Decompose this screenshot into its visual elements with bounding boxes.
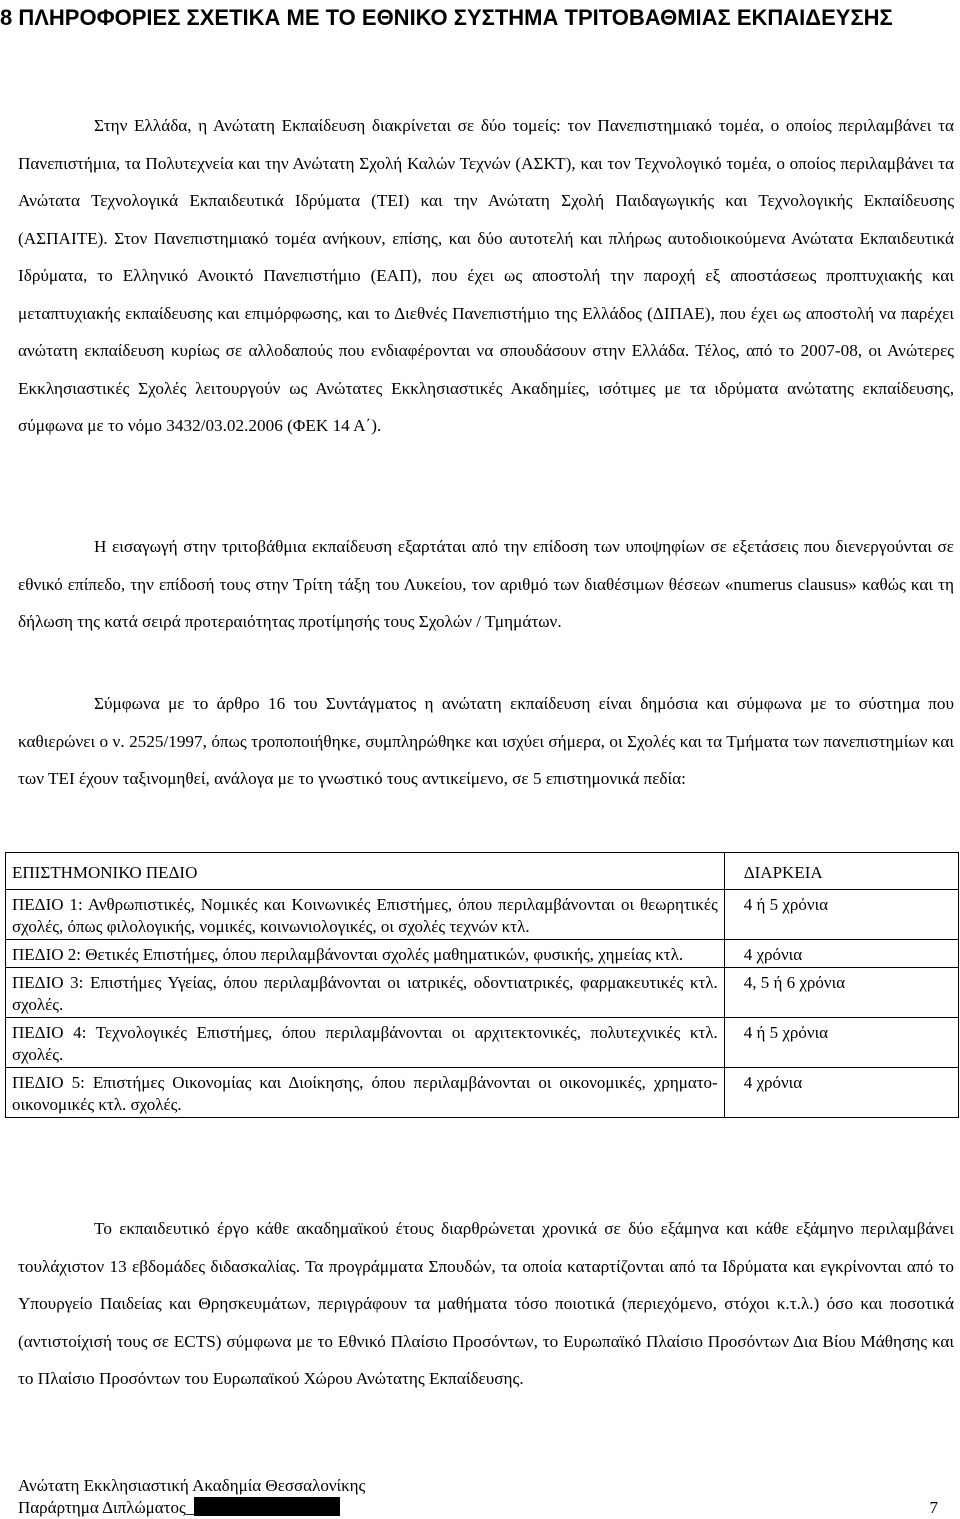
table-row — [6, 890, 959, 940]
field-cell: ΠΕΔΙΟ 4: Τεχνολογικές Επιστήμες, όπου περιλαμβάνονται οι αρχιτεκτονικές, πολυτεχνικές κτλ. σχολές. — [6, 1018, 725, 1068]
footer-institution: Ανώτατη Εκκλησιαστική Ακαδημία Θεσσαλονίκης — [18, 1476, 366, 1495]
page-number: 7 — [929, 1498, 938, 1517]
paragraph-admission: Η εισαγωγή στην τριτοβάθμια εκπαίδευση εξαρτάται από την επίδοση των υποψηφίων σε εξετάσεις που διενεργούνται σε εθνικό επίπεδο, την επίδοσή τους στην Τρίτη τάξη του Λυκείου, τον αριθμό των διαθέσιμων θέσεων «numerus clausus» καθώς και τη δήλωση της κατά σειρά προτεραιότητας προτίμησής τους Σχολών / Τμημάτων. — [18, 537, 954, 631]
table-header-row — [6, 853, 959, 890]
table-row — [6, 968, 959, 1018]
footer-document-title: Παράρτημα Διπλώματος_ — [18, 1498, 195, 1517]
field-cell: ΠΕΔΙΟ 3: Επιστήμες Υγείας, όπου περιλαμβάνονται οι ιατρικές, οδοντιατρικές, φαρμακευτικές κτλ. σχολές. — [6, 968, 725, 1018]
table-row — [6, 940, 959, 968]
duration-cell: 4, 5 ή 6 χρόνια — [724, 968, 958, 1018]
table-row — [6, 1018, 959, 1068]
duration-cell: 4 ή 5 χρόνια — [724, 890, 958, 940]
header-field: ΕΠΙΣΤΗΜΟΝΙΚΟ ΠΕΔΙΟ — [6, 853, 725, 890]
field-cell: ΠΕΔΙΟ 1: Ανθρωπιστικές, Νομικές και Κοινωνικές Επιστήμες, όπου περιλαμβάνονται οι θεωρητικές σχολές, όπως φιλολογικής, νομικές, κοινωνιολογικές, οι σχολές τεχνών κτλ. — [6, 890, 725, 940]
field-cell: ΠΕΔΙΟ 2: Θετικές Επιστήμες, όπου περιλαμβάνονται σχολές μαθηματικών, φυσικής, χημείας κτλ. — [6, 940, 725, 968]
footer-line — [18, 1497, 938, 1519]
paragraph-higher-education-sectors: Στην Ελλάδα, η Ανώτατη Εκπαίδευση διακρίνεται σε δύο τομείς: τον Πανεπιστημιακό τομέα, ο οποίος περιλαμβάνει τα Πανεπιστήμια, τα Πολυτεχνεία και την Ανώτατη Σχολή Καλών Τεχνών (ΑΣΚΤ), και τον Τεχνολογικό τομέα, ο οποίος περιλαμβάνει τα Ανώτατα Τεχνολογικά Εκπαιδευτικά Ιδρύματα (ΤΕΙ) και την Ανώτατη Σχολή Παιδαγωγικής και Τεχνολογικής Εκπαίδευσης (ΑΣΠΑΙΤΕ). Στον Πανεπιστημιακό τομέα ανήκουν, επίσης, και δύο αυτοτελή και πλήρως αυτοδιοικούμενα Ανώτατα Εκπαιδευτικά Ιδρύματα, το Ελληνικό Ανοικτό Πανεπιστήμιο (ΕΑΠ), που έχει ως αποστολή την παροχή εξ αποστάσεως προπτυχιακής και μεταπτυχιακής εκπαίδευσης και επιμόρφωσης, και το Διεθνές Πανεπιστήμιο της Ελλάδος (ΔΙΠΑΕ), που έχει ως αποστολή να παρέχει ανώτατη εκπαίδευση κυρίως σε αλλοδαπούς που ενδιαφέρονται να σπουδάσουν στην Ελλάδα. Τέλος, από το 2007-08, οι Ανώτερες Εκκλησιαστικές Σχολές λειτουργούν ως Ανώτατες Εκκλησιαστικές Ακαδημίες, ισότιμες με τα ιδρύματα ανώτατης εκπαίδευσης, σύμφωνα με το νόμο 3432/03.02.2006 (ΦΕΚ 14 Α΄). — [18, 116, 954, 435]
field-cell: ΠΕΔΙΟ 5: Επιστήμες Οικονομίας και Διοίκησης, όπου περιλαμβάνονται οι οικονομικές, χρηματο-οικονομικές κτλ. σχολές. — [6, 1068, 725, 1118]
duration-cell: 4 ή 5 χρόνια — [724, 1018, 958, 1068]
paragraph-constitution-fields: Σύμφωνα με το άρθρο 16 του Συντάγματος η ανώτατη εκπαίδευση είναι δημόσια και σύμφωνα με το σύστημα που καθιερώνει ο ν. 2525/1997, όπως τροποποιήθηκε, συμπληρώθηκε και ισχύει σήμερα, οι Σχολές και τα Τμήματα των πανεπιστημίων και των ΤΕΙ έχουν ταξινομηθεί, ανάλογα με το γνωστικό τους αντικείμενο, σε 5 επιστημονικά πεδία: — [18, 694, 954, 788]
table-row — [6, 1068, 959, 1118]
page-footer — [18, 1475, 938, 1519]
header-duration: ΔΙΑΡΚΕΙΑ — [724, 853, 958, 890]
paragraph-academic-year: Το εκπαιδευτικό έργο κάθε ακαδημαϊκού έτους διαρθρώνεται χρονικά σε δύο εξάμηνα και κάθε εξάμηνο περιλαμβάνει τουλάχιστον 13 εβδομάδες διδασκαλίας. Τα προγράμματα Σπουδών, τα οποία καταρτίζονται από τα Ιδρύματα και εγκρίνονται από το Υπουργείο Παιδείας και Θρησκευμάτων, περιγράφουν τα μαθήματα τόσο ποιοτικά (περιεχόμενο, στόχοι κ.τ.λ.) όσο και ποσοτικά (αντιστοίχισή τους σε ECTS) σύμφωνα με το Εθνικό Πλαίσιο Προσόντων, το Ευρωπαϊκό Πλαίσιο Προσόντων Δια Βίου Μάθησης και το Πλαίσιο Προσόντων του Ευρωπαϊκού Χώρου Ανώτατης Εκπαίδευσης. — [18, 1219, 954, 1388]
redaction-bar — [194, 1497, 340, 1516]
section-heading: 8 ΠΛΗΡΟΦΟΡΙΕΣ ΣΧΕΤΙΚΑ ΜΕ ΤΟ ΕΘΝΙΚΟ ΣΥΣΤΗΜΑ ΤΡΙΤΟΒΑΘΜΙΑΣ ΕΚΠΑΙΔΕΥΣΗΣ — [0, 5, 893, 30]
scientific-fields-table — [5, 852, 959, 1118]
duration-cell: 4 χρόνια — [724, 1068, 958, 1118]
duration-cell: 4 χρόνια — [724, 940, 958, 968]
